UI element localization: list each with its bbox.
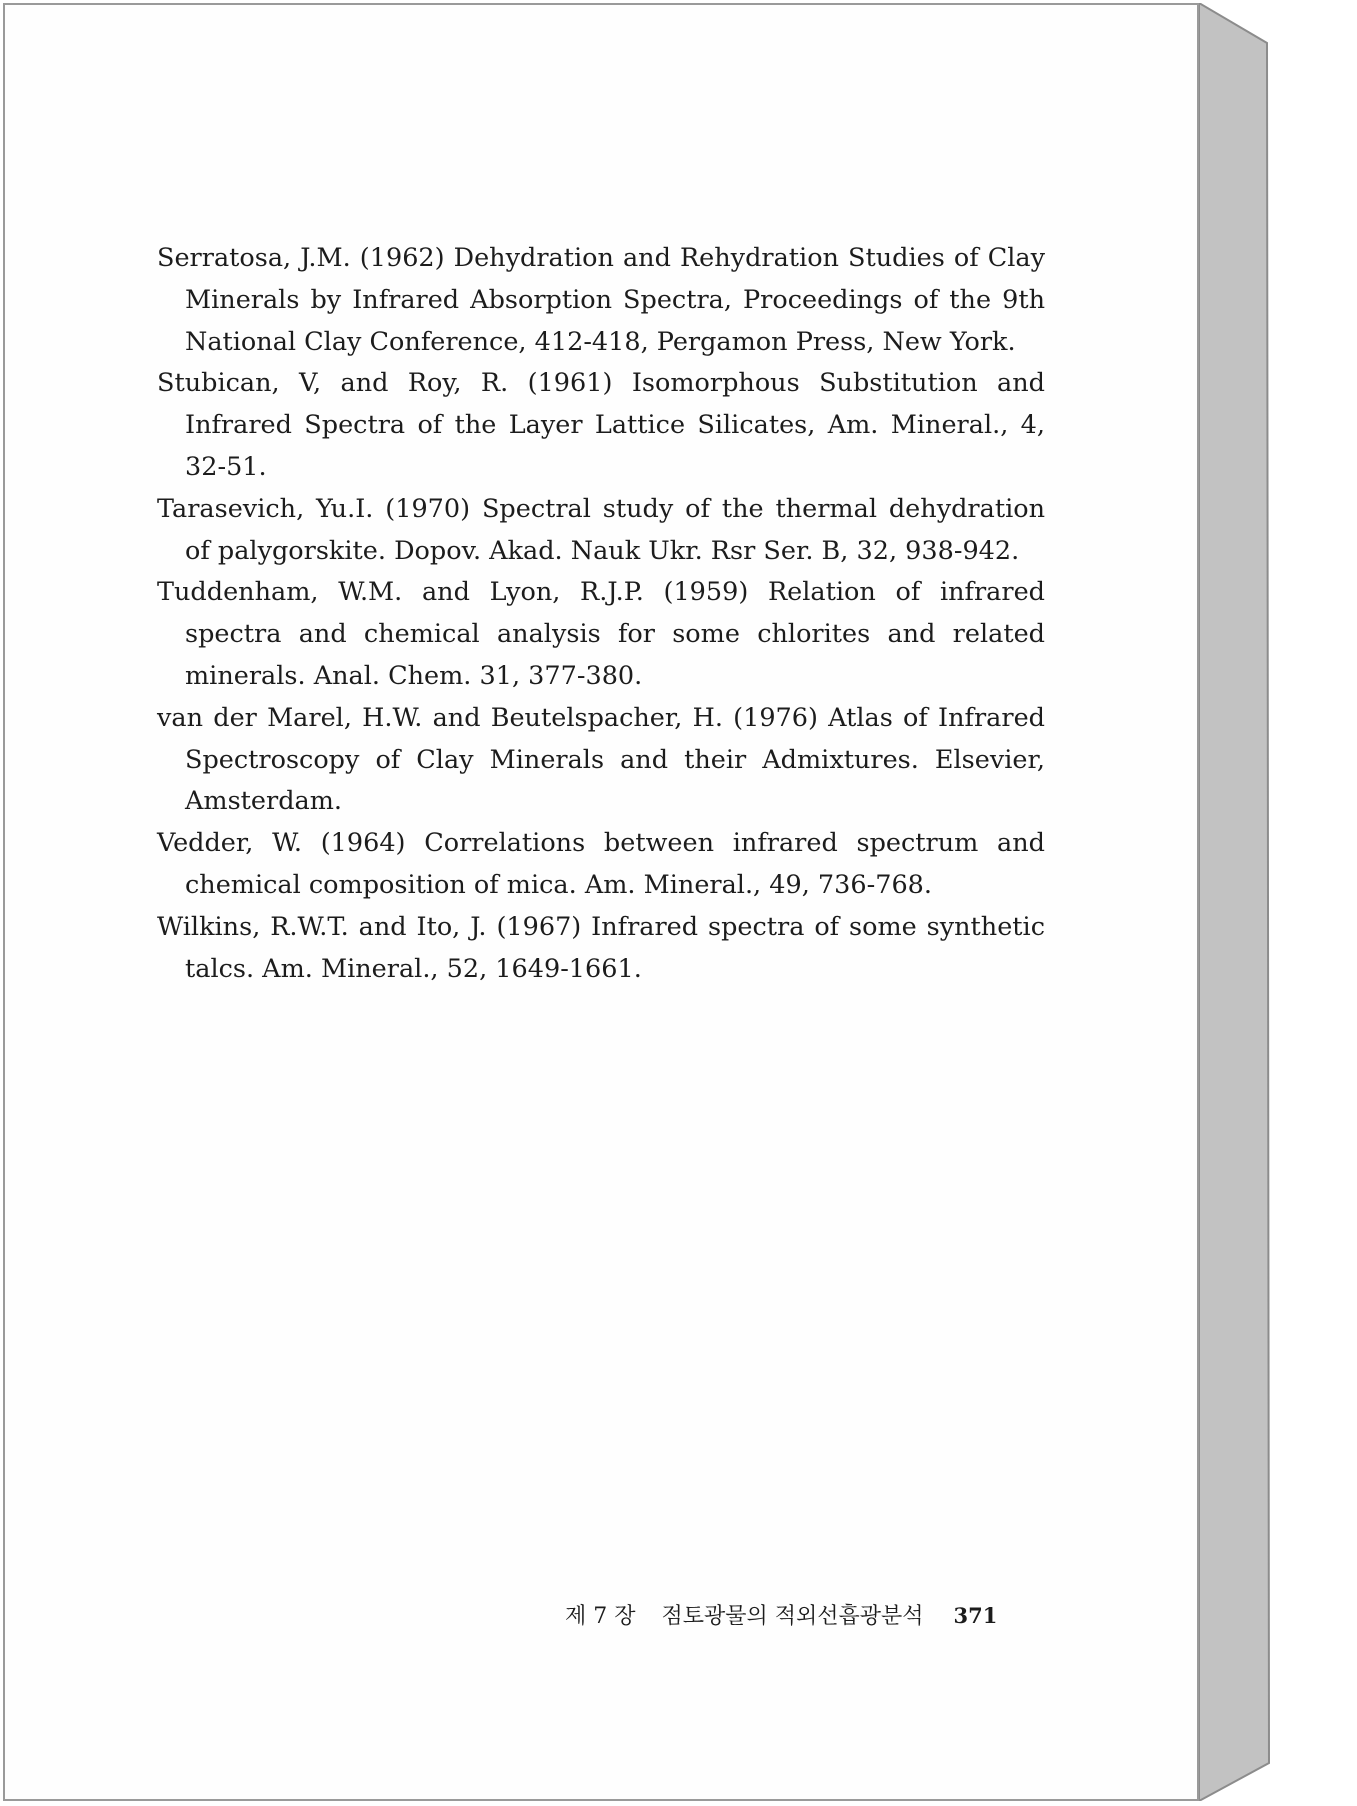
book-spine-shape [1199, 3, 1271, 1801]
page-number: 371 [953, 1603, 998, 1628]
page-footer [565, 1599, 1051, 1630]
book-spine [1199, 3, 1271, 1801]
reference-entry: Wilkins, R.W.T. and Ito, J. (1967) Infrared spectra of some synthetic talcs. Am. Mineral., 52, 1649-1661. [157, 911, 1045, 984]
book-page [3, 3, 1199, 1801]
reference-entry: Tarasevich, Yu.I. (1970) Spectral study of the thermal dehydration of palygorskite. Dopov. Akad. Nauk Ukr. Rsr Ser. B, 32, 938-942. [157, 493, 1045, 566]
chapter-title: 점토광물의 적외선흡광분석 [661, 1604, 924, 1629]
reference-entry: Serratosa, J.M. (1962) Dehydration and Rehydration Studies of Clay Minerals by Infrared Absorption Spectra, Proceedings of the 9th National Clay Conference, 412-418, Pergamon Press, New York. [157, 243, 1045, 357]
reference-entry: Tuddenham, W.M. and Lyon, R.J.P. (1959) Relation of infrared spectra and chemical analysis for some chlorites and related minerals. Anal. Chem. 31, 377-380. [157, 577, 1045, 691]
chapter-label: 제 7 장 [565, 1604, 636, 1629]
reference-entry: van der Marel, H.W. and Beutelspacher, H. (1976) Atlas of Infrared Spectroscopy of Clay Minerals and their Admixtures. Elsevier, Amsterdam. [157, 702, 1045, 817]
reference-list [157, 238, 1045, 990]
reference-entry: Stubican, V, and Roy, R. (1961) Isomorphous Substitution and Infrared Spectra of the Layer Lattice Silicates, Am. Mineral., 4, 32-51. [157, 368, 1045, 482]
reference-entry: Vedder, W. (1964) Correlations between infrared spectrum and chemical composition of mica. Am. Mineral., 49, 736-768. [157, 828, 1045, 900]
